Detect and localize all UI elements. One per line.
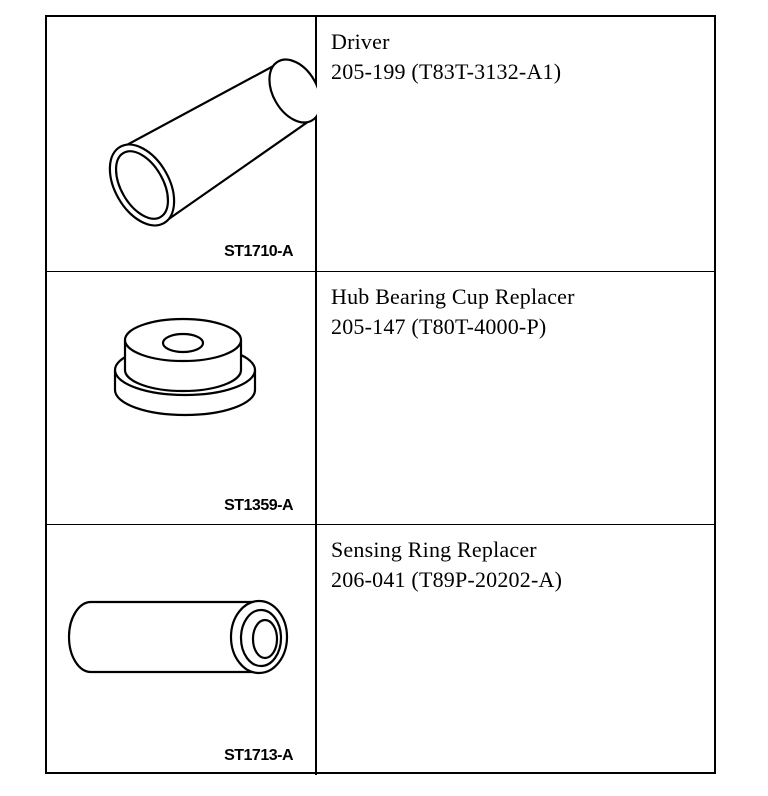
tool-number: 206-041 (T89P-20202-A) (331, 567, 563, 592)
tube-driver-icon (47, 17, 317, 271)
tool-row (47, 271, 714, 525)
tool-name: Driver (331, 29, 390, 54)
cup-replacer-icon (47, 525, 317, 775)
tool-description-cell (319, 17, 714, 271)
tool-table (45, 15, 716, 774)
illustration-code: ST1710-A (224, 243, 293, 260)
tool-description-cell (319, 525, 714, 775)
tool-number: 205-199 (T83T-3132-A1) (331, 59, 562, 84)
tool-number: 205-147 (T80T-4000-P) (331, 314, 547, 339)
tool-row (47, 524, 714, 775)
tool-illustration-cell (47, 525, 317, 775)
tool-name: Sensing Ring Replacer (331, 537, 537, 562)
illustration-code: ST1359-A (224, 497, 293, 514)
tool-illustration-cell (47, 272, 317, 525)
tool-row (47, 17, 714, 271)
tool-name: Hub Bearing Cup Replacer (331, 284, 575, 309)
stepped-disc-replacer-icon (47, 272, 317, 525)
tool-description-cell (319, 272, 714, 525)
tool-illustration-cell (47, 17, 317, 271)
illustration-code: ST1713-A (224, 747, 293, 764)
